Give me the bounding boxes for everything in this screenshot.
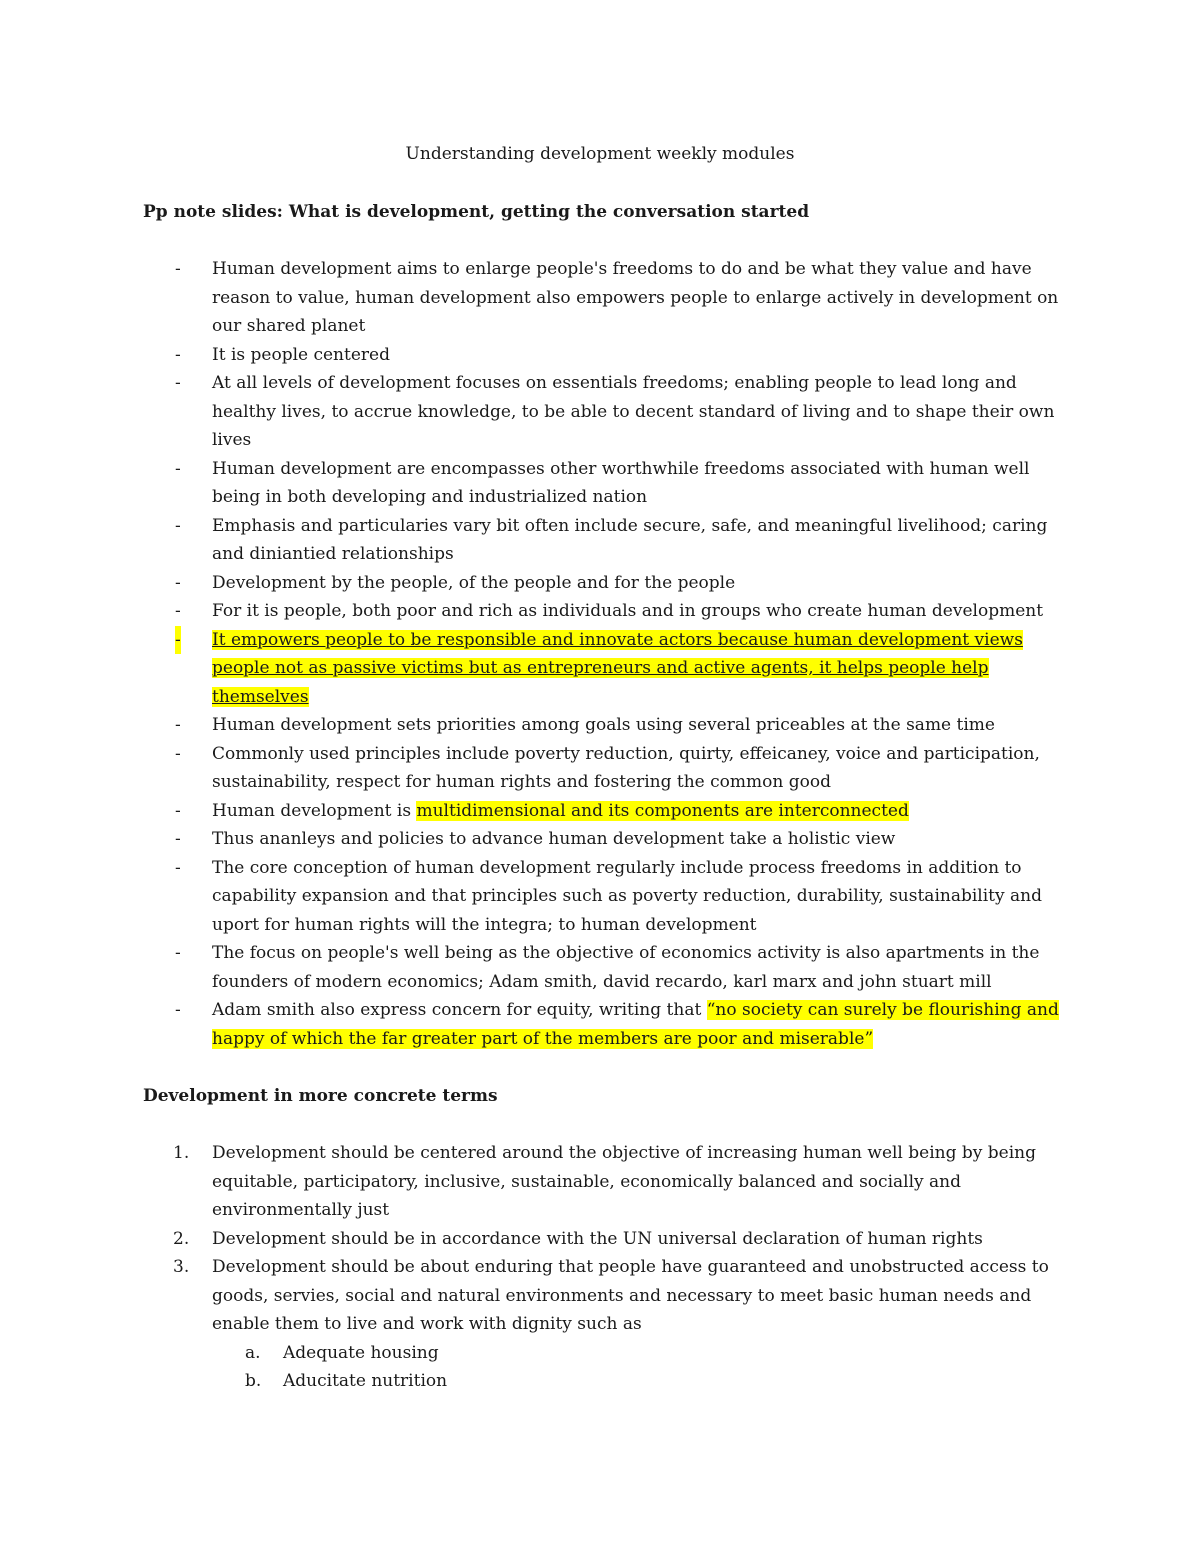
list-item-text: At all levels of development focuses on essentials freedoms; enabling people to lead long and healthy lives, to accrue knowledge, to be able to decent standard of living and to shape their own lives [212,373,1055,450]
lettered-item-text: Aducitate nutrition [283,1371,448,1391]
section-heading-what-is-development: Pp note slides: What is development, getting the conversation started [143,202,810,222]
list-item [143,996,1063,1053]
list-item [143,711,1063,740]
bullet-marker: - [175,1000,181,1020]
numbered-item [143,1139,1063,1225]
lettered-item-text: Adequate housing [283,1342,439,1363]
list-item-text: Commonly used principles include poverty reduction, quirty, effeicaney, voice and participation, sustainability, respect for human rights and fostering the common good [212,743,1040,792]
list-item [143,341,1063,370]
lettered-item [212,1339,1063,1368]
bullet-marker: - [175,572,181,593]
number-marker: 2. [173,1228,190,1249]
number-marker: 1. [173,1143,190,1163]
highlighted-quote: “no society can surely be flourishing and happy of which the far greater part of the members are poor and miserable” [212,1000,1059,1049]
numbered-item-text: Development should be in accordance with the UN universal declaration of human rights [212,1228,983,1249]
bullet-marker: - [175,829,181,849]
list-item [143,854,1063,940]
list-item [143,825,1063,854]
bullet-marker: - [175,857,181,878]
number-marker: 3. [173,1257,190,1277]
list-item-text: Development by the people, of the people and for the people [212,572,736,593]
bullet-marker: - [175,344,181,365]
list-item [143,569,1063,598]
list-item-text: The core conception of human development regularly include process freedoms in addition to capability expansion and that principles such as poverty reduction, durability, sustainability and uport for human rights will the integra; to human development [212,857,1042,935]
section-heading-concrete-terms: Development in more concrete terms [143,1086,498,1106]
list-item-text: Emphasis and particularies vary bit often include secure, safe, and meaningful livelihood; caring and diniantied relationships [212,515,1048,564]
list-item-text: Adam smith also express concern for equity, writing that [212,1000,707,1020]
bullet-marker: - [175,373,181,393]
list-item [143,797,1063,826]
list-item-text: Human development sets priorities among goals using several priceables at the same time [212,715,995,735]
lettered-sub-list [212,1339,1063,1396]
bullet-marker: - [175,800,181,821]
bullet-marker: - [175,743,181,764]
list-item [143,939,1063,996]
highlighted-text: multidimensional and its components are interconnected [416,800,909,821]
list-item-text: For it is people, both poor and rich as individuals and in groups who create human development [212,601,1044,621]
list-item-text: Human development is [212,800,417,821]
list-item-text: It is people centered [212,344,390,365]
list-item-text: The focus on people's well being as the objective of economics activity is also apartments in the founders of modern economics; Adam smith, david recardo, karl marx and john stuart mill [212,943,1040,992]
list-item-highlighted [143,626,1063,712]
bullet-marker: - [175,943,181,963]
numbered-item-text: Development should be centered around the objective of increasing human well being by being equitable, participatory, inclusive, sustainable, economically balanced and socially and environmentally just [212,1143,1036,1220]
list-item-text: Human development aims to enlarge people's freedoms to do and be what they value and have reason to value, human development also empowers people to enlarge actively in development on our shared planet [212,259,1059,336]
list-item [143,512,1063,569]
bullet-marker: - [175,715,181,735]
list-item [143,455,1063,512]
list-item [143,255,1063,341]
numbered-list-concrete-terms [143,1139,1063,1396]
bullet-marker: - [175,515,181,536]
bullet-marker: - [175,458,181,479]
list-item-text: Thus ananleys and policies to advance human development take a holistic view [212,829,896,849]
bullet-marker: - [175,601,181,621]
letter-marker: a. [245,1342,261,1363]
highlighted-underlined-text: It empowers people to be responsible and innovate actors because human development views people not as passive victims but as entrepreneurs and active agents, it helps people help themselves [212,629,1023,707]
bullet-marker: - [175,259,181,279]
list-item [143,740,1063,797]
numbered-item [143,1253,1063,1396]
list-item [143,597,1063,626]
list-item [143,369,1063,455]
document-title: Understanding development weekly modules [405,144,795,164]
bullet-list-development [143,255,1063,1053]
bullet-marker: - [175,626,181,655]
numbered-item [143,1225,1063,1254]
numbered-item-text: Development should be about enduring that people have guaranteed and unobstructed access to goods, servies, social and natural environments and necessary to meet basic human needs and enable them to live and work with dignity such as [212,1257,1049,1334]
letter-marker: b. [245,1371,262,1391]
list-item-text: Human development are encompasses other worthwhile freedoms associated with human well being in both developing and industrialized nation [212,458,1030,507]
lettered-item [212,1367,1063,1396]
